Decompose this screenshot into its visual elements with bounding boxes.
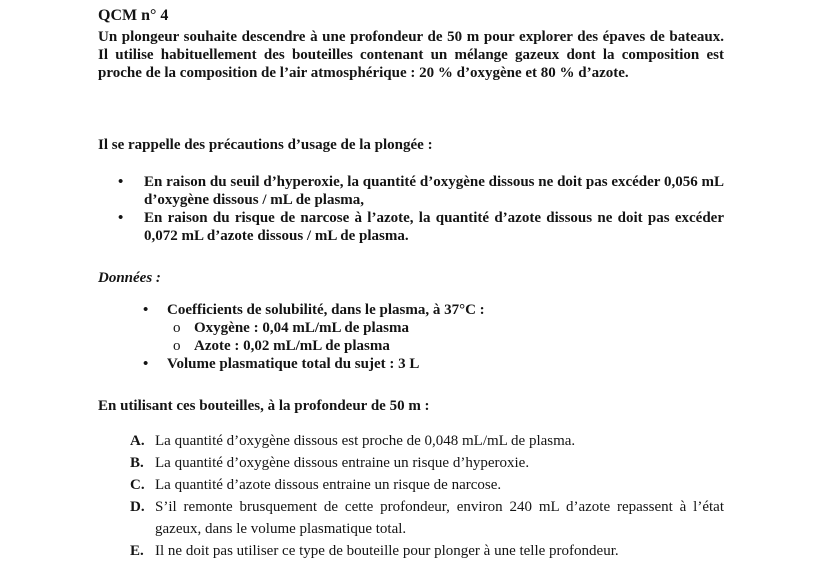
answer-text: La quantité d’azote dissous entraine un risque de narcose. — [155, 477, 502, 493]
answer-letter: C. — [130, 477, 145, 493]
answer-letter: B. — [130, 455, 144, 471]
answer-letter: D. — [130, 499, 145, 515]
list-item — [143, 355, 485, 373]
question-stem: En utilisant ces bouteilles, à la profondeur de 50 m : — [98, 398, 430, 414]
intro-paragraph: Un plongeur souhaite descendre à une profondeur de 50 m pour explorer des épaves de bateaux. Il utilise habituellement des bouteilles contenant un mélange gazeux dont la composition est proche de la composition de l’air atmosphérique : 20 % d’oxygène et 80 % d’azote. — [98, 29, 724, 81]
answer-text: S’il remonte brusquement de cette profondeur, environ 240 mL d’azote repassent à l’état gazeux, dans le volume plasmatique total. — [155, 499, 724, 537]
sub-bullet-icon: o — [173, 320, 181, 336]
precautions-list — [118, 173, 724, 245]
bullet-icon: • — [143, 302, 149, 318]
answer-text: La quantité d’oxygène dissous est proche de 0,048 mL/mL de plasma. — [155, 433, 576, 449]
bullet-icon: • — [143, 356, 149, 372]
answer-letter: A. — [130, 433, 145, 449]
answer-text: Il ne doit pas utiliser ce type de bouteille pour plonger à une telle profondeur. — [155, 543, 619, 559]
solubility-title: Coefficients de solubilité, dans le plasma, à 37°C : — [167, 302, 485, 318]
precaution-text: En raison du seuil d’hyperoxie, la quantité d’oxygène dissous ne doit pas excéder 0,056 mL d’oxygène dissous / mL de plasma, — [144, 174, 724, 208]
list-item — [143, 319, 485, 337]
precautions-heading: Il se rappelle des précautions d’usage de la plongée : — [98, 137, 433, 153]
answer-option-c[interactable] — [130, 474, 724, 496]
list-item — [143, 337, 485, 355]
answer-letter: E. — [130, 543, 144, 559]
answer-text: La quantité d’oxygène dissous entraine un risque d’hyperoxie. — [155, 455, 530, 471]
answer-option-a[interactable] — [130, 430, 724, 452]
precaution-text: En raison du risque de narcose à l’azote, la quantité d’azote dissous ne doit pas excéder 0,072 mL d’azote dissous / mL de plasma. — [144, 210, 724, 244]
list-item — [118, 209, 724, 245]
bullet-icon: • — [118, 210, 124, 226]
answer-option-e[interactable] — [130, 540, 724, 562]
bullet-icon: • — [118, 174, 124, 190]
nitrogen-solubility: Azote : 0,02 mL/mL de plasma — [194, 338, 390, 354]
sub-bullet-icon: o — [173, 338, 181, 354]
answer-option-d[interactable] — [130, 496, 724, 540]
data-list — [143, 301, 485, 373]
oxygen-solubility: Oxygène : 0,04 mL/mL de plasma — [194, 320, 410, 336]
page-title: QCM n° 4 — [98, 7, 169, 24]
list-item — [143, 301, 485, 319]
data-heading: Données : — [98, 270, 161, 286]
answer-list — [130, 430, 724, 562]
answer-option-b[interactable] — [130, 452, 724, 474]
list-item — [118, 173, 724, 209]
plasma-volume: Volume plasmatique total du sujet : 3 L — [167, 356, 420, 372]
